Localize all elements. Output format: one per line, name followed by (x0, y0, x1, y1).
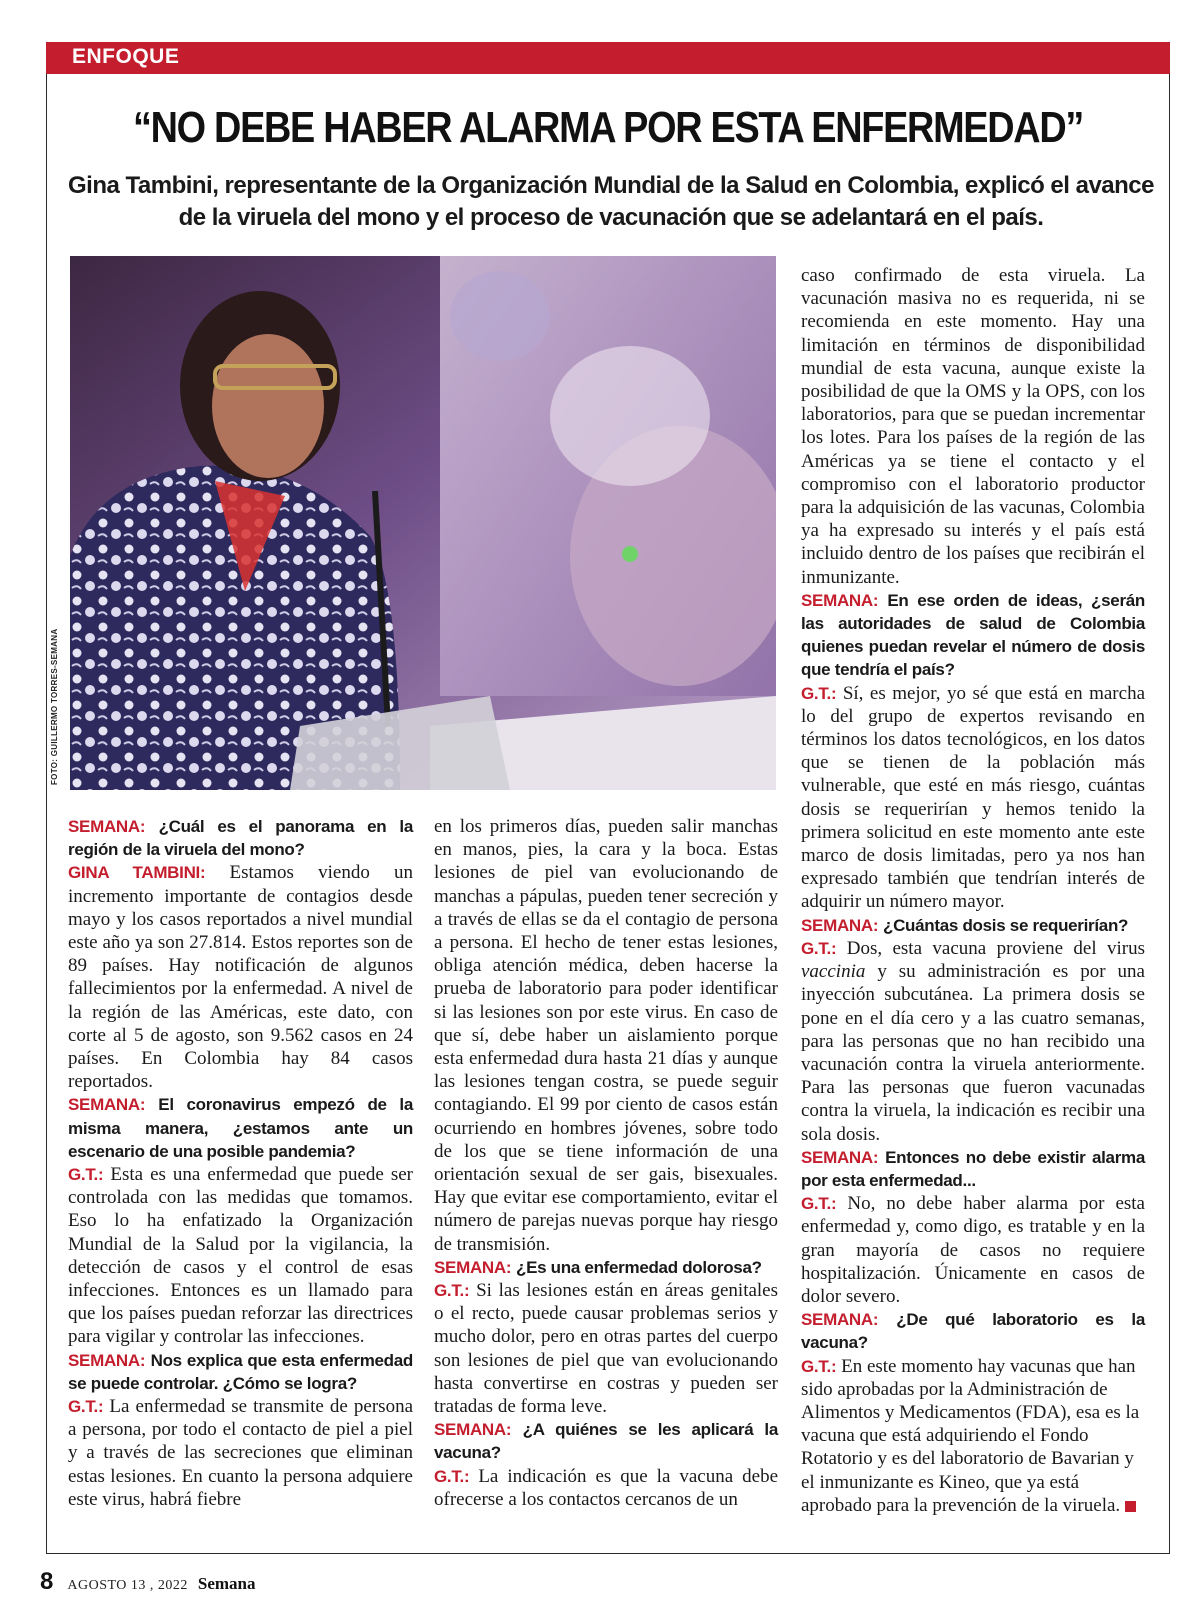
qa-paragraph (801, 1355, 1145, 1517)
qa-paragraph (434, 815, 778, 1256)
article-photo (70, 256, 776, 790)
interview-question: ¿Cuál es el panorama en la región de la viruela del mono? (68, 817, 413, 860)
speaker-label: SEMANA: (434, 1257, 512, 1277)
speaker-label: GINA TAMBINI: (68, 863, 206, 883)
page-footer (40, 1568, 256, 1596)
qa-paragraph (434, 1256, 778, 1279)
speaker-label: G.T.: (801, 1356, 837, 1376)
interview-question: ¿De qué laboratorio es la vacuna? (801, 1310, 1145, 1353)
interview-answer: caso confirmado de esta viruela. La vacunación masiva no es requerida, ni se recomienda en este momento. Hay una limitación en términos de disponibilidad mundial de esta vacuna, aunque existe la posibilidad de que la OMS y la OPS, con los laboratorios, para que se puedan incrementar los lotes. Para los países de la región de las Américas ya se tiene el contacto y el compromiso con el laboratorio productor para la adquisición de las vacunas, Colombia ya ha expresado su interés y el país está incluido dentro de los países que recibirán el inmunizante. (801, 265, 1145, 588)
interview-question: ¿Es una enfermedad dolorosa? (515, 1257, 762, 1277)
qa-paragraph (68, 1163, 413, 1349)
qa-paragraph (68, 815, 413, 861)
speaker-label: SEMANA: (801, 590, 879, 610)
interview-question: En ese orden de ideas, ¿serán las autoridades de salud de Colombia quienes puedan revelar el número de dosis que tendría el país? (801, 590, 1146, 680)
qa-paragraph (68, 861, 413, 1093)
qa-paragraph (801, 589, 1145, 682)
speaker-label: G.T.: (68, 1165, 104, 1185)
qa-paragraph (68, 1349, 413, 1395)
interview-question: ¿Cuántas dosis se requerirían? (882, 915, 1129, 935)
interview-answer: Esta es una enfermedad que puede ser controlada con las medidas que tomamos. Eso lo ha enfatizado la Organización Mundial de la Salud por la vigilancia, la detección de casos y el control de esas infecciones. Entonces es un llamado para que los países puedan reforzar las directrices para vigilar y controlar las infecciones. (68, 1164, 414, 1348)
interview-answer: Si las lesiones están en áreas genitales o el recto, puede causar problemas serios y mucho dolor, pero en otras partes del cuerpo son lesiones de piel que van evolucionando hasta convertirse en costras y pueden ser tratadas de forma leve. (434, 1280, 779, 1418)
speaker-label: G.T.: (434, 1466, 470, 1486)
end-mark-icon (1125, 1501, 1136, 1512)
article-headline: “NO DEBE HABER ALARMA POR ESTA ENFERMEDAD” (132, 103, 1084, 152)
speaker-label: SEMANA: (801, 1147, 879, 1167)
interview-answer: en los primeros días, pueden salir manchas en manos, pies, la cara y la boca. Estas lesiones de piel van evolucionando de manchas a pápulas, pueden tener secreción y a través de ellas se da el contagio de persona a persona. El hecho de tener estas lesiones, obliga atención médica, deben hacerse la prueba de laboratorio para poder identificar si las lesiones son por este virus. En caso de que sí, debe haber un aislamiento porque esta enfermedad dura hasta 21 días y aunque las lesiones tengan costra, se puede seguir contagiando. El 99 por ciento de casos están ocurriendo en hombres jóvenes, sobre todo de los que se tiene información de una orientación sexual de ser gais, bisexuales. Hay que evitar ese comportamiento, evitar el número de parejas nuevas porque hay riesgo de transmisión. (434, 816, 778, 1255)
section-header-bar (46, 42, 1170, 74)
qa-paragraph (434, 1465, 778, 1511)
interview-answer: En este momento hay vacunas que han sido aprobadas por la Administración de Alimentos y Medicamentos (FDA), esa es la vacuna que está adquiriendo el Fondo Rotatorio y es del laboratorio de Bavarian y el inmunizante es Kineo, que ya está aprobado para la prevención de la viruela. (801, 1355, 1140, 1516)
speaker-label: SEMANA: (68, 1095, 146, 1115)
qa-paragraph (68, 1093, 413, 1163)
speaker-label: G.T.: (801, 938, 837, 958)
issue-date: AGOSTO 13 , 2022 (67, 1578, 188, 1593)
qa-paragraph (434, 1418, 778, 1464)
speaker-label: SEMANA: (434, 1420, 512, 1440)
article-column-3 (801, 264, 1145, 1517)
speaker-label: G.T.: (801, 683, 837, 703)
speaker-label: G.T.: (801, 1194, 837, 1214)
qa-paragraph (801, 264, 1145, 589)
article-column-2 (434, 815, 778, 1511)
speaker-label: SEMANA: (68, 817, 146, 836)
italic-term: vaccinia (801, 961, 866, 983)
qa-paragraph (801, 1192, 1145, 1308)
speaker-label: G.T.: (434, 1281, 470, 1301)
interview-question: El coronavirus empezó de la misma manera, ¿estamos ante un escenario de una posible pandemia? (68, 1095, 413, 1161)
interview-answer: Sí, es mejor, yo sé que está en marcha lo del grupo de expertos revisando en términos los datos tecnológicos, en los datos que se tienen de la población más vulnerable, que esté en más riesgo, cuántas dosis se requerirían y hemos tenido la primera solicitud en este momento ante este marco de dosis limitadas, pero ya nos han expresado también que tendrían interés de adquirir un número mayor. (801, 682, 1146, 913)
interview-question: ¿A quiénes se les aplicará la vacuna? (434, 1420, 778, 1463)
section-label: ENFOQUE (72, 45, 180, 68)
interview-answer: Dos, esta vacuna proviene del virus (846, 937, 1146, 959)
qa-paragraph (68, 1395, 413, 1511)
interview-answer: y su administración es por una inyección subcutánea. La primera dosis se pone en el día cero y a las cuatro semanas, para las personas que no han recibido una vacunación contra la viruela anteriormente. Para las personas que fueron vacunadas contra la viruela, la indicación es recibir una sola dosis. (801, 961, 1145, 1145)
qa-paragraph (801, 682, 1145, 914)
interview-question: Nos explica que esta enfermedad se puede controlar. ¿Cómo se logra? (68, 1350, 413, 1393)
speaker-label: SEMANA: (801, 1310, 879, 1330)
qa-paragraph (801, 937, 1145, 1146)
interview-answer: La enfermedad se transmite de persona a persona, por todo el contacto de piel a piel y a través de las secreciones que eliminan estas lesiones. En cuanto la persona adquiere este virus, habrá fiebre (68, 1396, 414, 1510)
interview-answer: No, no debe haber alarma por esta enfermedad y, como digo, es tratable y en la gran mayoría de casos no requiere hospitalización. Únicamente en casos de dolor severo. (801, 1193, 1145, 1307)
article-subheadline: Gina Tambini, representante de la Organización Mundial de la Salud en Colombia, explicó el avance de la viruela del mono y el proceso de vacunación que se adelantará en el país. (67, 172, 1154, 231)
photo-illustration (70, 256, 776, 790)
article-column-1 (68, 815, 413, 1511)
speaker-label: SEMANA: (801, 915, 879, 935)
qa-paragraph (801, 1308, 1145, 1354)
interview-question: Entonces no debe existir alarma por esta enfermedad... (801, 1147, 1145, 1190)
qa-paragraph (801, 914, 1145, 937)
speaker-label: SEMANA: (68, 1350, 146, 1370)
qa-paragraph (434, 1279, 778, 1418)
publication-name: Semana (197, 1574, 256, 1593)
interview-answer: Estamos viendo un incremento importante de contagios desde mayo y los casos reportados a nivel mundial este año ya son 27.814. Estos reportes son de 89 países. Hay notificación de algunos fallecimientos por la enfermedad. A nivel de la región de las Américas, este dato, con corte al 5 de agosto, son 9.562 casos en 24 países. En Colombia hay 84 casos reportados. (68, 862, 414, 1093)
page-number: 8 (40, 1568, 54, 1595)
qa-paragraph (801, 1146, 1145, 1192)
photo-credit: FOTO: GUILLERMO TORRES-SEMANA (50, 628, 59, 785)
interview-answer: La indicación es que la vacuna debe ofrecerse a los contactos cercanos de un (434, 1465, 779, 1510)
speaker-label: G.T.: (68, 1397, 104, 1417)
